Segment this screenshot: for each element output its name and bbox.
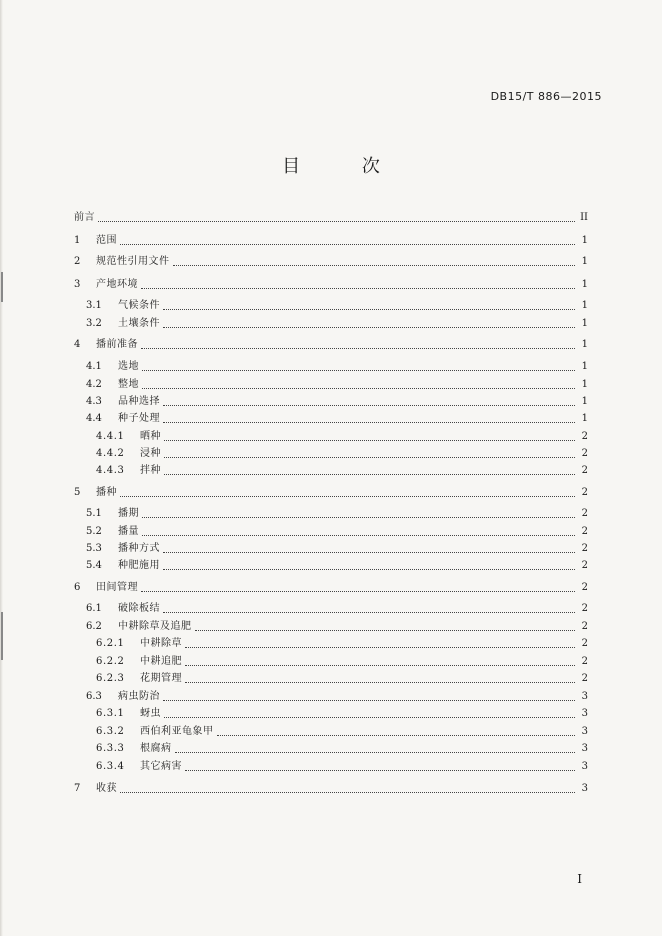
- toc-entry-page: 2: [581, 448, 588, 459]
- toc-leader-dots: [163, 611, 575, 613]
- toc-entry-label: 前言: [74, 212, 95, 223]
- toc-entry-page: 3: [581, 783, 588, 794]
- toc-leader-dots: [164, 456, 575, 458]
- toc-entry-label: 晒种: [140, 431, 161, 442]
- toc-entry-page: 2: [581, 673, 588, 684]
- toc-entry-number: 4: [74, 339, 81, 350]
- toc-entry-label: 收获: [96, 783, 117, 794]
- toc-leader-dots: [163, 421, 575, 423]
- toc-entry[interactable]: [74, 393, 588, 409]
- toc-leader-dots: [185, 681, 575, 683]
- toc-entry[interactable]: [74, 557, 588, 573]
- toc-entry-number: 6.3.4: [96, 761, 125, 772]
- toc-leader-dots: [163, 568, 575, 570]
- toc-entry-label: 其它病害: [140, 761, 182, 772]
- toc-entry-label: 西伯利亚龟象甲: [140, 726, 214, 737]
- toc-entry-label: 规范性引用文件: [96, 256, 170, 267]
- toc-entry-number: 6.2: [86, 621, 102, 632]
- toc-entry[interactable]: [74, 670, 588, 686]
- toc-leader-dots: [120, 243, 575, 245]
- toc-entry-page: 2: [581, 621, 588, 632]
- toc-entry-page: 1: [581, 396, 588, 407]
- toc-entry[interactable]: [74, 297, 588, 313]
- toc-leader-dots: [142, 534, 575, 536]
- toc-entry[interactable]: [74, 740, 588, 756]
- toc-leader-dots: [142, 516, 575, 518]
- toc-entry-page: 1: [581, 361, 588, 372]
- toc-entry-number: 1: [74, 235, 81, 246]
- toc-entry-label: 根腐病: [140, 743, 172, 754]
- toc-leader-dots: [217, 734, 576, 736]
- toc-entry-page: 1: [581, 379, 588, 390]
- toc-leader-dots: [141, 590, 575, 592]
- toc-entry-page: 3: [581, 761, 588, 772]
- toc-entry-number: 2: [74, 256, 81, 267]
- toc-entry-label: 花期管理: [140, 673, 182, 684]
- toc-entry-number: 6.1: [86, 603, 102, 614]
- toc-entry[interactable]: [74, 445, 588, 461]
- toc-entry[interactable]: [74, 688, 588, 704]
- toc-leader-dots: [195, 629, 576, 631]
- toc-entry-number: 5.2: [86, 526, 102, 537]
- toc-entry-number: 6: [74, 582, 81, 593]
- toc-leader-dots: [163, 699, 575, 701]
- toc-entry[interactable]: [74, 428, 588, 444]
- toc-entry[interactable]: [74, 232, 588, 248]
- toc-entry-page: 1: [581, 413, 588, 424]
- toc-entry[interactable]: [74, 540, 588, 556]
- toc-entry-label: 选地: [118, 361, 139, 372]
- toc-leader-dots: [120, 791, 575, 793]
- toc-entry[interactable]: [74, 358, 588, 374]
- toc-entry[interactable]: [74, 653, 588, 669]
- toc-leader-dots: [142, 387, 575, 389]
- toc-entry[interactable]: [74, 336, 588, 352]
- toc-entry-number: 3: [74, 279, 81, 290]
- toc-entry-page: 2: [581, 526, 588, 537]
- toc-entry-label: 播前准备: [96, 339, 138, 350]
- toc-leader-dots: [141, 287, 575, 289]
- toc-entry-page: 3: [581, 743, 588, 754]
- toc-entry-label: 品种选择: [118, 396, 160, 407]
- toc-leader-dots: [163, 404, 575, 406]
- toc-entry-number: 4.4: [86, 413, 102, 424]
- toc-entry-label: 种肥施用: [118, 560, 160, 571]
- toc-entry-label: 病虫防治: [118, 691, 160, 702]
- toc-leader-dots: [142, 369, 575, 371]
- toc-entry-label: 破除板结: [118, 603, 160, 614]
- toc-entry-number: 5.4: [86, 560, 102, 571]
- toc-entry[interactable]: [74, 315, 588, 331]
- toc-entry-label: 播量: [118, 526, 139, 537]
- binding-mark: [1, 612, 3, 660]
- toc-entry[interactable]: [74, 376, 588, 392]
- toc-entry-page: 1: [581, 235, 588, 246]
- toc-entry[interactable]: [74, 505, 588, 521]
- toc-entry-number: 5.1: [86, 508, 102, 519]
- toc-entry-label: 种子处理: [118, 413, 160, 424]
- toc-entry-page: 2: [581, 656, 588, 667]
- toc-entry-page: 1: [581, 300, 588, 311]
- toc-entry-label: 范围: [96, 235, 117, 246]
- toc-entry-number: 4.4.1: [96, 431, 125, 442]
- toc-leader-dots: [120, 495, 575, 497]
- toc-entry-number: 6.2.3: [96, 673, 125, 684]
- toc-entry-number: 3.1: [86, 300, 102, 311]
- toc-entry-label: 田间管理: [96, 582, 138, 593]
- toc-entry[interactable]: [74, 410, 588, 426]
- toc-leader-dots: [185, 646, 575, 648]
- toc-entry[interactable]: [74, 484, 588, 500]
- page-number: I: [577, 872, 582, 886]
- toc-entry-label: 播种方式: [118, 543, 160, 554]
- toc-entry-label: 中耕除草及追肥: [118, 621, 192, 632]
- toc-entry[interactable]: [74, 600, 588, 616]
- toc-entry-page: 1: [581, 256, 588, 267]
- toc-entry-label: 中耕追肥: [140, 656, 182, 667]
- toc-entry-page: 2: [581, 465, 588, 476]
- toc-leader-dots: [163, 308, 575, 310]
- toc-entry-label: 拌种: [140, 465, 161, 476]
- toc-entry[interactable]: [74, 253, 588, 269]
- toc-entry[interactable]: [74, 276, 588, 292]
- toc-leader-dots: [185, 769, 575, 771]
- toc-leader-dots: [185, 664, 575, 666]
- toc-leader-dots: [98, 220, 575, 222]
- toc-entry-page: 2: [581, 560, 588, 571]
- toc-leader-dots: [173, 264, 576, 266]
- toc-entry-number: 6.3: [86, 691, 102, 702]
- toc-entry-label: 播种: [96, 487, 117, 498]
- toc-leader-dots: [164, 473, 575, 475]
- toc-entry-page: 2: [581, 638, 588, 649]
- toc-entry[interactable]: [74, 723, 588, 739]
- toc-entry-label: 土壤条件: [118, 318, 160, 329]
- toc-entry-page: 2: [581, 603, 588, 614]
- toc-entry[interactable]: [74, 523, 588, 539]
- toc-entry-number: 6.3.3: [96, 743, 125, 754]
- binding-mark: [1, 272, 3, 302]
- toc-entry-label: 播期: [118, 508, 139, 519]
- toc-entry[interactable]: [74, 579, 588, 595]
- toc-entry-number: 4.4.2: [96, 448, 125, 459]
- toc-entry-number: 4.1: [86, 361, 102, 372]
- toc-entry-page: 1: [581, 279, 588, 290]
- toc-entry-page: 2: [581, 431, 588, 442]
- toc-entry-page: II: [580, 212, 588, 223]
- page-title: 目 次: [282, 156, 408, 177]
- toc-entry-page: 3: [581, 691, 588, 702]
- toc-entry-page: 3: [581, 726, 588, 737]
- scan-edge: [0, 0, 3, 936]
- toc-leader-dots: [164, 716, 575, 718]
- toc-entry[interactable]: [74, 618, 588, 634]
- toc-entry[interactable]: [74, 209, 588, 225]
- toc-entry[interactable]: [74, 705, 588, 721]
- toc-entry-number: 3.2: [86, 318, 102, 329]
- toc-entry[interactable]: [74, 780, 588, 796]
- toc-entry-label: 整地: [118, 379, 139, 390]
- toc-entry-page: 1: [581, 339, 588, 350]
- toc-leader-dots: [141, 347, 575, 349]
- toc-entry-number: 5.3: [86, 543, 102, 554]
- toc-entry[interactable]: [74, 758, 588, 774]
- toc-entry-page: 2: [581, 508, 588, 519]
- toc-entry-number: 4.2: [86, 379, 102, 390]
- toc-entry-label: 产地环境: [96, 279, 138, 290]
- toc-entry-number: 7: [74, 783, 81, 794]
- toc-entry-label: 蚜虫: [140, 708, 161, 719]
- toc-entry-number: 6.3.2: [96, 726, 125, 737]
- toc-entry-number: 6.2.1: [96, 638, 125, 649]
- toc-entry-page: 2: [581, 582, 588, 593]
- toc-entry-page: 2: [581, 487, 588, 498]
- toc-entry-page: 1: [581, 318, 588, 329]
- toc-entry-number: 4.4.3: [96, 465, 125, 476]
- toc-entry-number: 5: [74, 487, 81, 498]
- document-code: DB15/T 886—2015: [490, 90, 602, 103]
- toc-leader-dots: [163, 551, 575, 553]
- toc-entry-number: 6.3.1: [96, 708, 125, 719]
- toc-leader-dots: [163, 326, 575, 328]
- toc-entry-number: 4.3: [86, 396, 102, 407]
- toc-entry-page: 3: [581, 708, 588, 719]
- toc-leader-dots: [175, 751, 576, 753]
- toc-entry-label: 中耕除草: [140, 638, 182, 649]
- toc-entry-number: 6.2.2: [96, 656, 125, 667]
- toc-entry-label: 气候条件: [118, 300, 160, 311]
- toc-leader-dots: [164, 439, 575, 441]
- toc-entry-label: 浸种: [140, 448, 161, 459]
- toc-entry[interactable]: [74, 635, 588, 651]
- toc-entry-page: 2: [581, 543, 588, 554]
- toc-entry[interactable]: [74, 462, 588, 478]
